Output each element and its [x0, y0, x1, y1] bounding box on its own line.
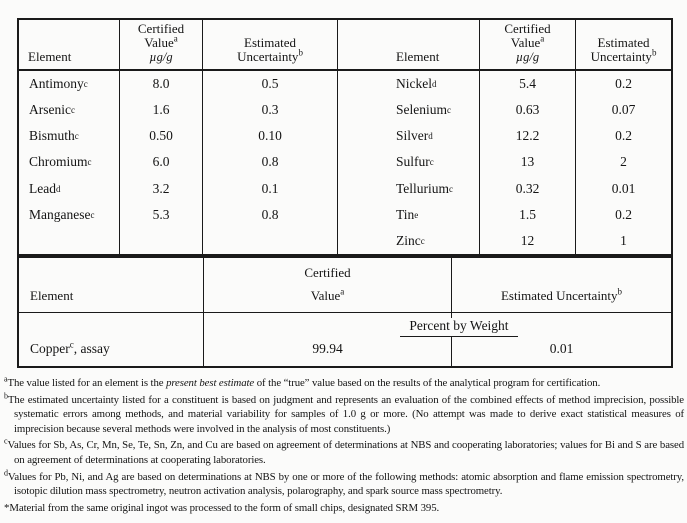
value-cell: 0.32 [480, 176, 576, 202]
header-line: Estimated Uncertainty$^b$ [500, 286, 623, 303]
uncertainty-cell: 0.01 [611, 180, 636, 196]
footnote-text: Values for Pb, Ni, and Ag are based on determinations at NBS by one or more of the following methods: atomic absorption and flame emission spectrometry, isotopic dilution mass spectrometry, neutron activation analysis, polarography, and spark source mass spectrometry. [7, 470, 684, 498]
value-cell: 12.2 [480, 123, 576, 149]
element-cell: Tellurium c [338, 176, 480, 202]
uncertainty-cell: 0.2 [615, 128, 632, 144]
value-cell: 13 [480, 149, 576, 175]
empty-cell [203, 228, 338, 254]
element-cell: Arsenic c [19, 97, 120, 123]
column-header-certified-value-left [120, 20, 203, 71]
unit-label: µg/g [515, 50, 540, 64]
value-cell: 0.63 [480, 97, 576, 123]
footnote-b [4, 393, 684, 437]
value-cell: 0.50 [120, 123, 203, 149]
header-line: Value$^a$ [144, 33, 178, 50]
element-cell: Selenium c [338, 97, 480, 123]
value-cell: 6.0 [120, 149, 203, 175]
element-cell: Silver d [338, 123, 480, 149]
value-cell: 1.5 [480, 202, 576, 228]
unit-label: µg/g [149, 50, 173, 64]
element-cell: Sulfur c [338, 149, 480, 175]
footnotes [4, 376, 684, 517]
uncertainty-cell: 0.1 [203, 176, 338, 202]
footnote-c [4, 438, 684, 467]
element-cell: Tin e [338, 202, 480, 228]
footnote-text: Material from the same original ingot was processed to the form of small chips, designated SRM 395. [9, 501, 440, 514]
uncertainty-cell: 0.5 [203, 71, 338, 97]
footnote-ref-b: b [298, 47, 303, 58]
copper-assay-table [17, 256, 673, 368]
footnote-ref: c [69, 339, 74, 350]
footnote-marker: a [4, 374, 8, 384]
value-cell: 5.3 [120, 202, 203, 228]
uncertainty-cell: 0.8 [203, 149, 338, 175]
value-cell: 1.6 [120, 97, 203, 123]
footnote-ref-a: a [540, 33, 545, 44]
column-header-estimated-uncertainty-right [576, 20, 671, 71]
footnote-a [4, 376, 684, 391]
footnote-text: Values for Sb, As, Cr, Mn, Se, Te, Sn, Zn, and Cu are based on agreement of determinations at NBS and cooperating laboratories; values for Bi and S are based on agreement of determinations at cooperating laboratories. [7, 439, 684, 466]
footnote-ref-b: b [651, 47, 657, 58]
uncertainty-cell: 1 [620, 232, 627, 248]
header-line: Uncertainty$^b$ [590, 47, 657, 64]
column-header-estimated-uncertainty [452, 258, 671, 313]
header-line: Estimated [597, 35, 650, 50]
uncertainty-cell: 0.2 [615, 206, 632, 222]
percent-by-weight-label: Percent by Weight [219, 317, 675, 337]
uncertainty-cell: 2 [620, 154, 627, 170]
header-label: Element [30, 288, 74, 303]
element-cell: Antimony c [19, 71, 120, 97]
header-line: Certified [304, 265, 351, 280]
header-line: Estimated [244, 35, 296, 50]
footnote-ref-b: b [617, 286, 623, 297]
header-label: Element [396, 49, 440, 64]
uncertainty-cell: 0.01 [549, 341, 574, 356]
value-cell: 12 [480, 228, 576, 254]
element-cell: Bismuth c [19, 123, 120, 149]
column-header-element-right [338, 20, 480, 71]
footnote-text: of the “true” value based on the results of the analytical program for certification. [254, 377, 601, 389]
empty-cell [19, 228, 120, 254]
trace-elements-table [17, 18, 673, 256]
header-line: Value$^a$ [510, 33, 545, 50]
footnote-star [4, 501, 684, 516]
column-header-certified-value-right [480, 20, 576, 71]
header-line: Value$^a$ [310, 286, 345, 303]
footnote-marker: b [4, 391, 8, 400]
value-cell: 3.2 [120, 176, 203, 202]
uncertainty-cell: 0.3 [203, 97, 338, 123]
column-header-element-left [19, 20, 120, 71]
footnote-marker: d [4, 467, 8, 477]
empty-cell [120, 228, 203, 254]
value-cell: 99.94 [204, 313, 452, 366]
uncertainty-cell: 0.2 [615, 76, 632, 92]
footnote-text: The value listed for an element is the [7, 377, 167, 389]
value-cell: 8.0 [120, 71, 203, 97]
header-line: Certified [137, 21, 185, 36]
footnote-marker: * [4, 501, 10, 514]
footnote-text: The estimated uncertainty listed for a constituent is based on judgment and represents an evaluation of the combined effects of method imprecision, possible systematic errors among methods, and material variability for samples of 1.0 g or more. (No attempt was made to derive exact statistical measures of imprecision because several methods were involved in the analysis of most constituents.) [7, 393, 684, 435]
element-cell [19, 313, 204, 366]
uncertainty-cell: 0.8 [203, 202, 338, 228]
element-cell: Lead d [19, 176, 120, 202]
column-header-certified-value [204, 258, 452, 313]
element-cell: Manganese c [19, 202, 120, 228]
column-header-element [19, 258, 204, 313]
element-cell: Nickel d [338, 71, 480, 97]
footnote-marker: c [4, 436, 8, 446]
header-line: Uncertainty$^b$ [237, 47, 303, 64]
footnote-text-italic: present best estimate [166, 377, 255, 389]
uncertainty-cell: 0.10 [203, 123, 338, 149]
column-header-estimated-uncertainty-left [203, 20, 338, 71]
footnote-d [4, 467, 684, 499]
element-cell: Zinc c [338, 228, 480, 254]
header-line: Certified [504, 21, 551, 36]
uncertainty-cell: 0.07 [611, 102, 636, 118]
element-label: Copper$^c$, assay [30, 339, 110, 356]
header-label: Element [28, 49, 72, 64]
footnote-ref-a: a [173, 33, 178, 44]
value-cell: 5.4 [480, 71, 576, 97]
element-cell: Chromium c [19, 149, 120, 175]
footnote-ref-a: a [340, 286, 345, 297]
